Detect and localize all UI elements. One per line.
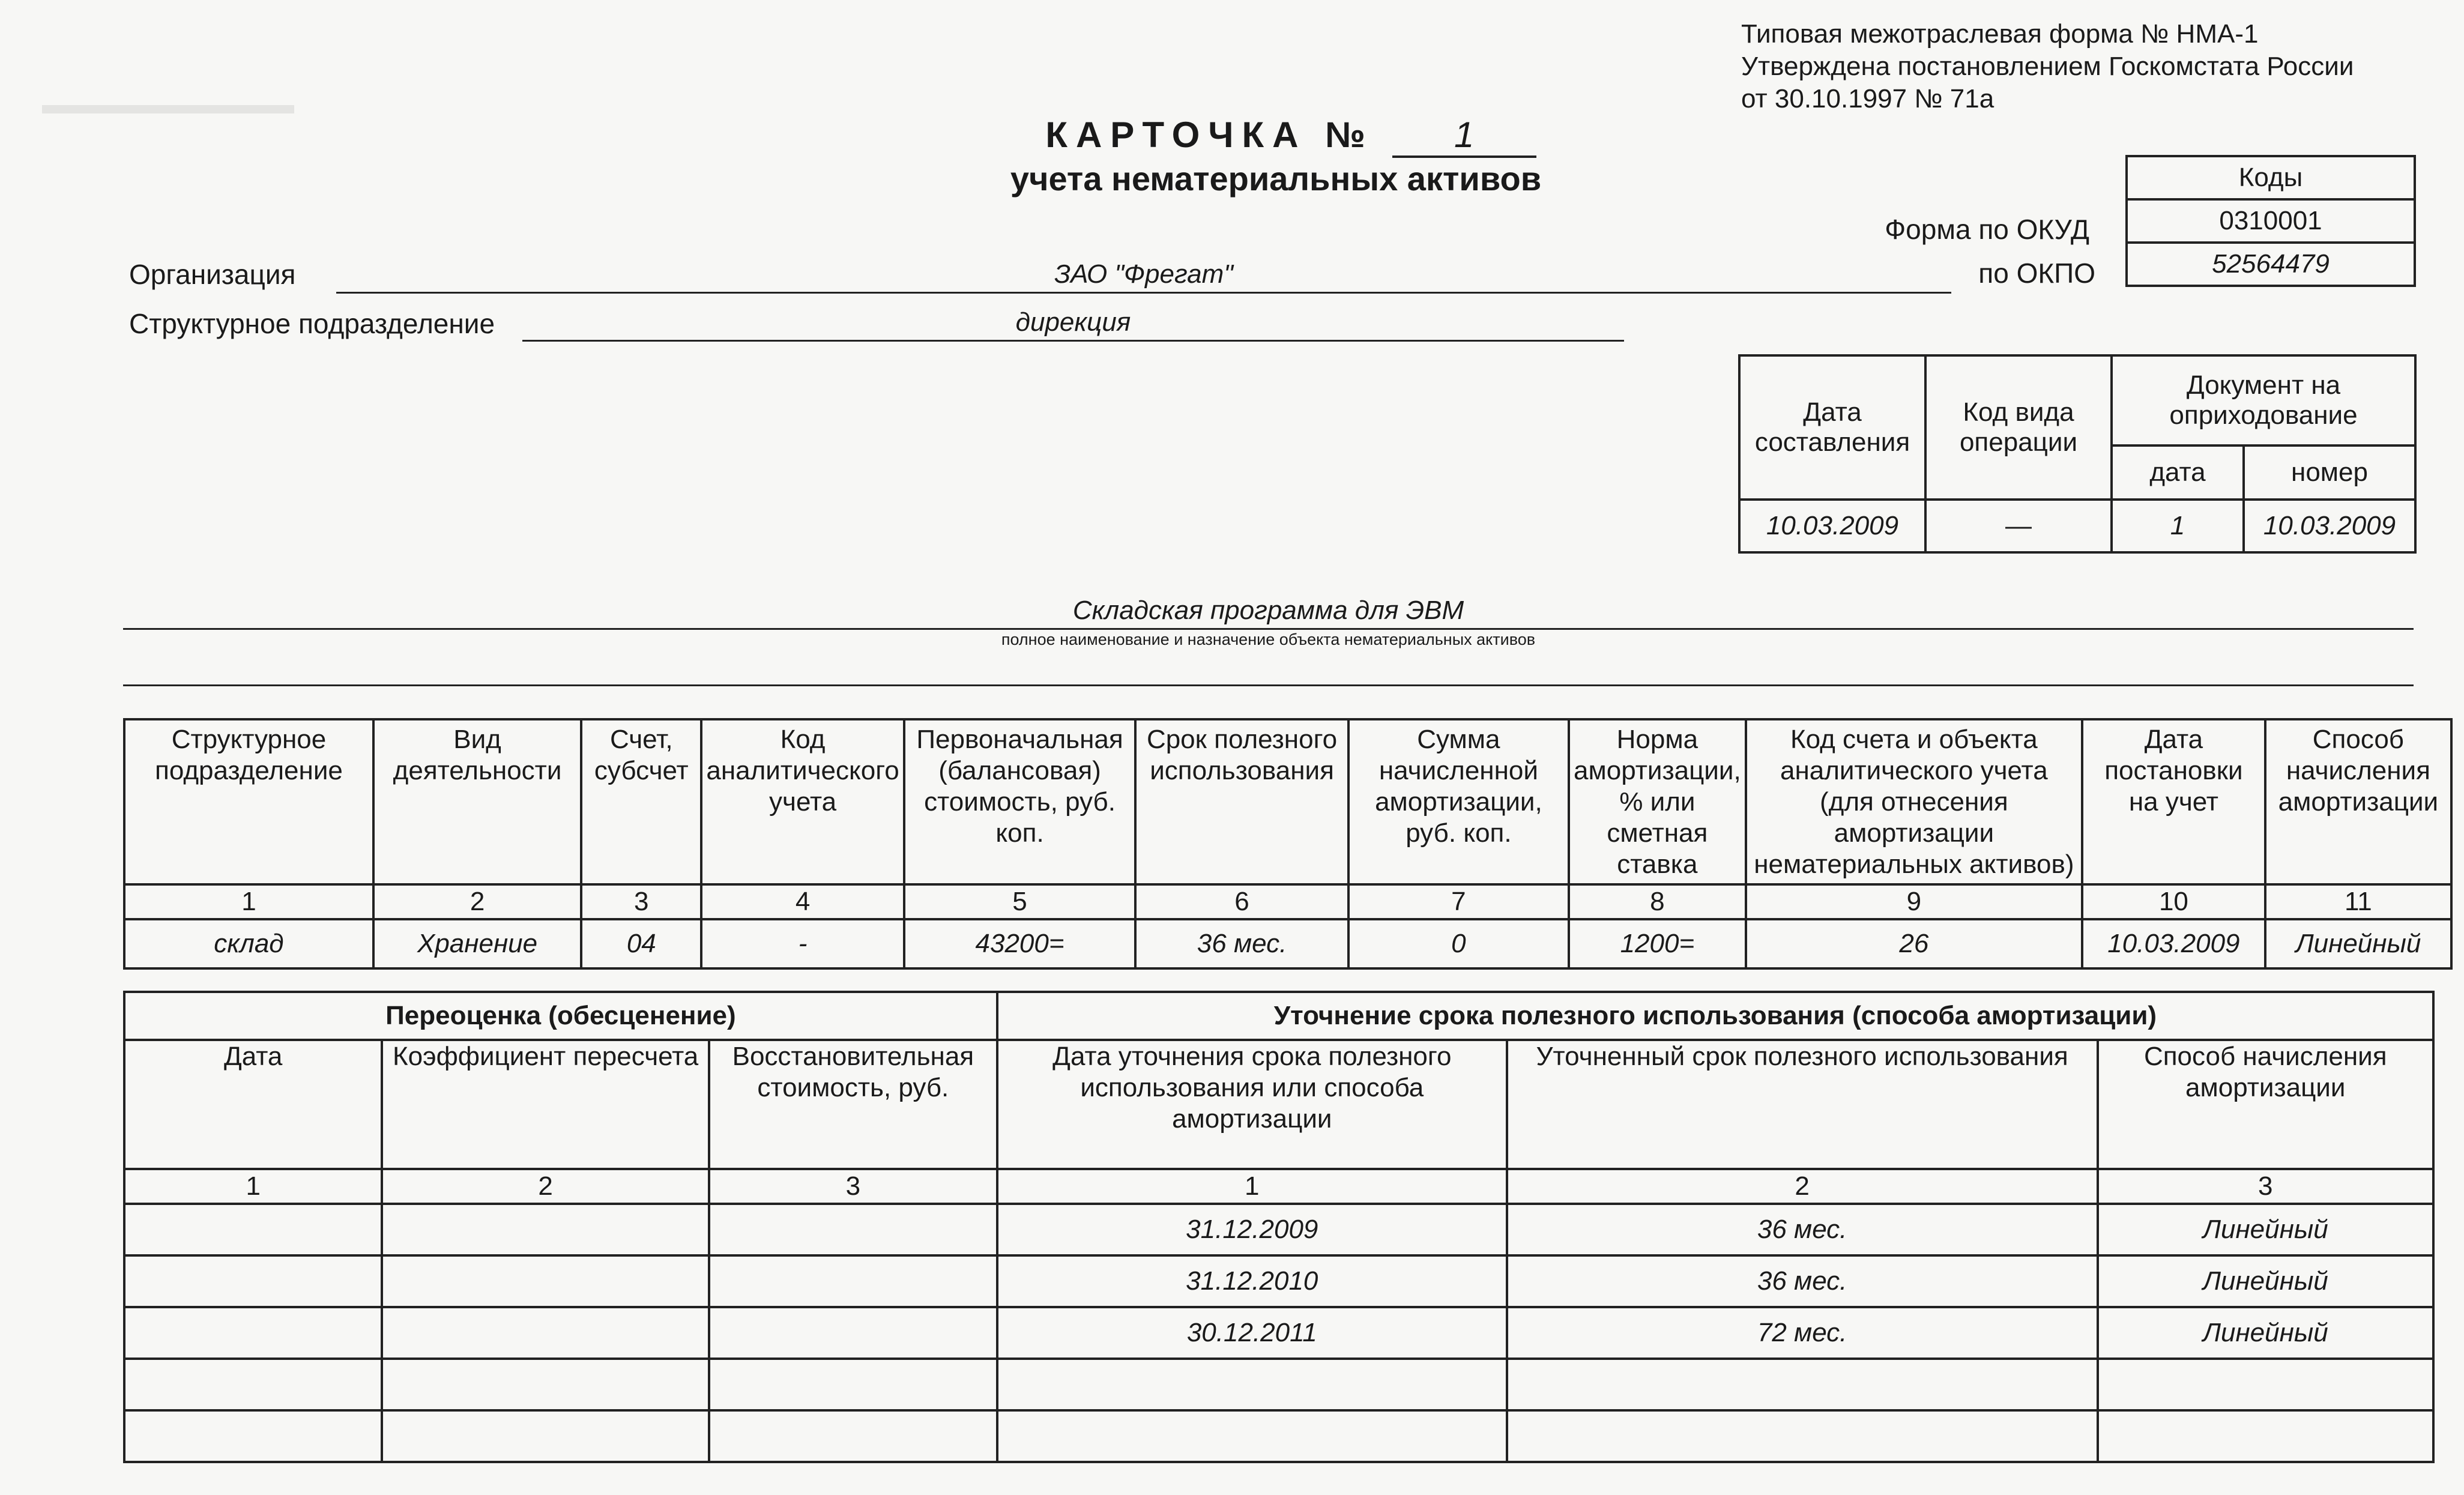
table-cell <box>2098 1359 2434 1410</box>
asset-second-line <box>123 660 2414 686</box>
organization-value: ЗАО "Фрегат" <box>336 257 1951 294</box>
table-cell <box>2098 1410 2434 1462</box>
organization-label: Организация <box>129 259 296 290</box>
card-title-label: КАРТОЧКА № <box>1045 115 1374 155</box>
rt-num: 1 <box>124 1169 382 1204</box>
mt-cell-useful-life: 36 мес. <box>1135 919 1348 968</box>
document-table <box>1738 354 2417 554</box>
table-cell: 31.12.2010 <box>997 1255 1507 1307</box>
table-cell <box>124 1255 382 1307</box>
table-cell <box>382 1359 709 1410</box>
rt-num: 2 <box>1507 1169 2098 1204</box>
mt-num-9: 9 <box>1746 884 2082 919</box>
table-cell <box>709 1307 997 1359</box>
mt-head-8: Норма амортизации, % или сметная ставка <box>1569 719 1746 884</box>
table-cell <box>997 1359 1507 1410</box>
mt-head-9: Код счета и объекта аналитического учета (для отнесения амортизации нематериальных активов) <box>1746 719 2082 884</box>
mt-num-10: 10 <box>2082 884 2265 919</box>
mt-cell-account: 04 <box>581 919 701 968</box>
doc-col-sub-number: номер <box>2244 445 2415 500</box>
asset-caption: полное наименование и назначение объекта нематериальных активов <box>1001 630 1536 648</box>
mt-cell-registration-date: 10.03.2009 <box>2082 919 2265 968</box>
mt-num-5: 5 <box>904 884 1136 919</box>
form-standard-line-2: Утверждена постановлением Госкомстата России <box>1741 52 2354 81</box>
rt-head-coefficient: Коэффициент пересчета <box>382 1040 709 1169</box>
mt-num-2: 2 <box>373 884 581 919</box>
mt-head-3: Счет, субсчет <box>581 719 701 884</box>
rt-head-replacement-cost: Восстановительная стоимость, руб. <box>709 1040 997 1169</box>
table-cell: 36 мес. <box>1507 1255 2098 1307</box>
form-standard-line-1: Типовая межотраслевая форма № НМА-1 <box>1741 19 2259 49</box>
table-cell: Линейный <box>2098 1307 2434 1359</box>
rt-head-refined-life: Уточненный срок полезного использования <box>1507 1040 2098 1169</box>
table-row <box>124 1204 2433 1255</box>
mt-num-8: 8 <box>1569 884 1746 919</box>
table-row <box>124 1359 2433 1410</box>
mt-num-7: 7 <box>1348 884 1569 919</box>
doc-date: 10.03.2009 <box>1739 500 1925 552</box>
table-cell <box>382 1204 709 1255</box>
division-value: дирекция <box>522 305 1624 342</box>
mt-head-6: Срок полезного использования <box>1135 719 1348 884</box>
form-standard-line-3: от 30.10.1997 № 71а <box>1741 84 1994 113</box>
okpo-value: 52564479 <box>2127 243 2415 286</box>
okpo-label: по ОКПО <box>1978 258 2095 289</box>
codes-header: Коды <box>2127 156 2415 199</box>
mt-cell-analytic-code: - <box>701 919 904 968</box>
table-cell <box>709 1255 997 1307</box>
doc-receipt-date: 1 <box>2112 500 2244 552</box>
mt-head-7: Сумма начисленной амортизации, руб. коп. <box>1348 719 1569 884</box>
table-cell <box>124 1204 382 1255</box>
rt-group-refinement: Уточнение срока полезного использования (способа амортизации) <box>997 992 2433 1040</box>
card-subtitle: учета нематериальных активов <box>1010 160 1542 198</box>
mt-num-6: 6 <box>1135 884 1348 919</box>
mt-cell-amortization-method: Линейный <box>2265 919 2451 968</box>
okud-label: Форма по ОКУД <box>1885 214 2089 245</box>
mt-head-11: Способ начисления амортизации <box>2265 719 2451 884</box>
table-cell: 31.12.2009 <box>997 1204 1507 1255</box>
table-cell <box>382 1410 709 1462</box>
table-cell: 72 мес. <box>1507 1307 2098 1359</box>
table-cell <box>1507 1410 2098 1462</box>
doc-col-sub-date: дата <box>2112 445 2244 500</box>
table-cell <box>124 1359 382 1410</box>
main-table <box>123 718 2453 970</box>
table-cell <box>124 1307 382 1359</box>
division-label: Структурное подразделение <box>129 308 495 339</box>
mt-head-5: Первоначальная (балансовая) стоимость, руб. коп. <box>904 719 1136 884</box>
mt-head-4: Код аналитического учета <box>701 719 904 884</box>
table-cell <box>709 1359 997 1410</box>
mt-num-3: 3 <box>581 884 701 919</box>
doc-receipt-number: 10.03.2009 <box>2244 500 2415 552</box>
table-row <box>124 1307 2433 1359</box>
table-cell <box>997 1410 1507 1462</box>
doc-col-date: Дата составления <box>1739 355 1925 500</box>
codes-box <box>2125 155 2416 287</box>
rt-group-revaluation: Переоценка (обесценение) <box>124 992 997 1040</box>
rt-head-refine-date: Дата уточнения срока полезного использования или способа амортизации <box>997 1040 1507 1169</box>
mt-head-1: Структурное подразделение <box>124 719 373 884</box>
table-cell <box>709 1410 997 1462</box>
rt-num: 3 <box>709 1169 997 1204</box>
card-number: 1 <box>1392 114 1536 158</box>
rt-head-method: Способ начисления амортизации <box>2098 1040 2434 1169</box>
mt-head-10: Дата постановки на учет <box>2082 719 2265 884</box>
table-row <box>124 1255 2433 1307</box>
revaluation-table <box>123 991 2435 1463</box>
card-title <box>901 114 1681 158</box>
table-cell: 30.12.2011 <box>997 1307 1507 1359</box>
rt-head-date: Дата <box>124 1040 382 1169</box>
mt-cell-activity: Хранение <box>373 919 581 968</box>
form-standard-note <box>1741 18 2354 115</box>
mt-cell-account-code: 26 <box>1746 919 2082 968</box>
mt-num-11: 11 <box>2265 884 2451 919</box>
okud-value: 0310001 <box>2127 199 2415 243</box>
rt-num: 3 <box>2098 1169 2434 1204</box>
doc-op-code: — <box>1925 500 2112 552</box>
table-cell: Линейный <box>2098 1204 2434 1255</box>
scan-artifact <box>42 105 294 113</box>
table-cell: Линейный <box>2098 1255 2434 1307</box>
table-cell <box>124 1410 382 1462</box>
mt-num-1: 1 <box>124 884 373 919</box>
table-cell <box>382 1255 709 1307</box>
mt-cell-initial-cost: 43200= <box>904 919 1136 968</box>
mt-cell-division: склад <box>124 919 373 968</box>
mt-cell-amortization-rate: 1200= <box>1569 919 1746 968</box>
table-cell: 36 мес. <box>1507 1204 2098 1255</box>
asset-name: Складская программа для ЭВМ <box>123 593 2414 630</box>
doc-col-op-code: Код вида операции <box>1925 355 2112 500</box>
rt-num: 2 <box>382 1169 709 1204</box>
rt-num: 1 <box>997 1169 1507 1204</box>
mt-num-4: 4 <box>701 884 904 919</box>
mt-head-2: Вид деятельности <box>373 719 581 884</box>
mt-cell-accum-amortization: 0 <box>1348 919 1569 968</box>
doc-col-receipt: Документ на оприходование <box>2112 355 2415 445</box>
table-cell <box>1507 1359 2098 1410</box>
table-row <box>124 1410 2433 1462</box>
table-cell <box>709 1204 997 1255</box>
table-cell <box>382 1307 709 1359</box>
